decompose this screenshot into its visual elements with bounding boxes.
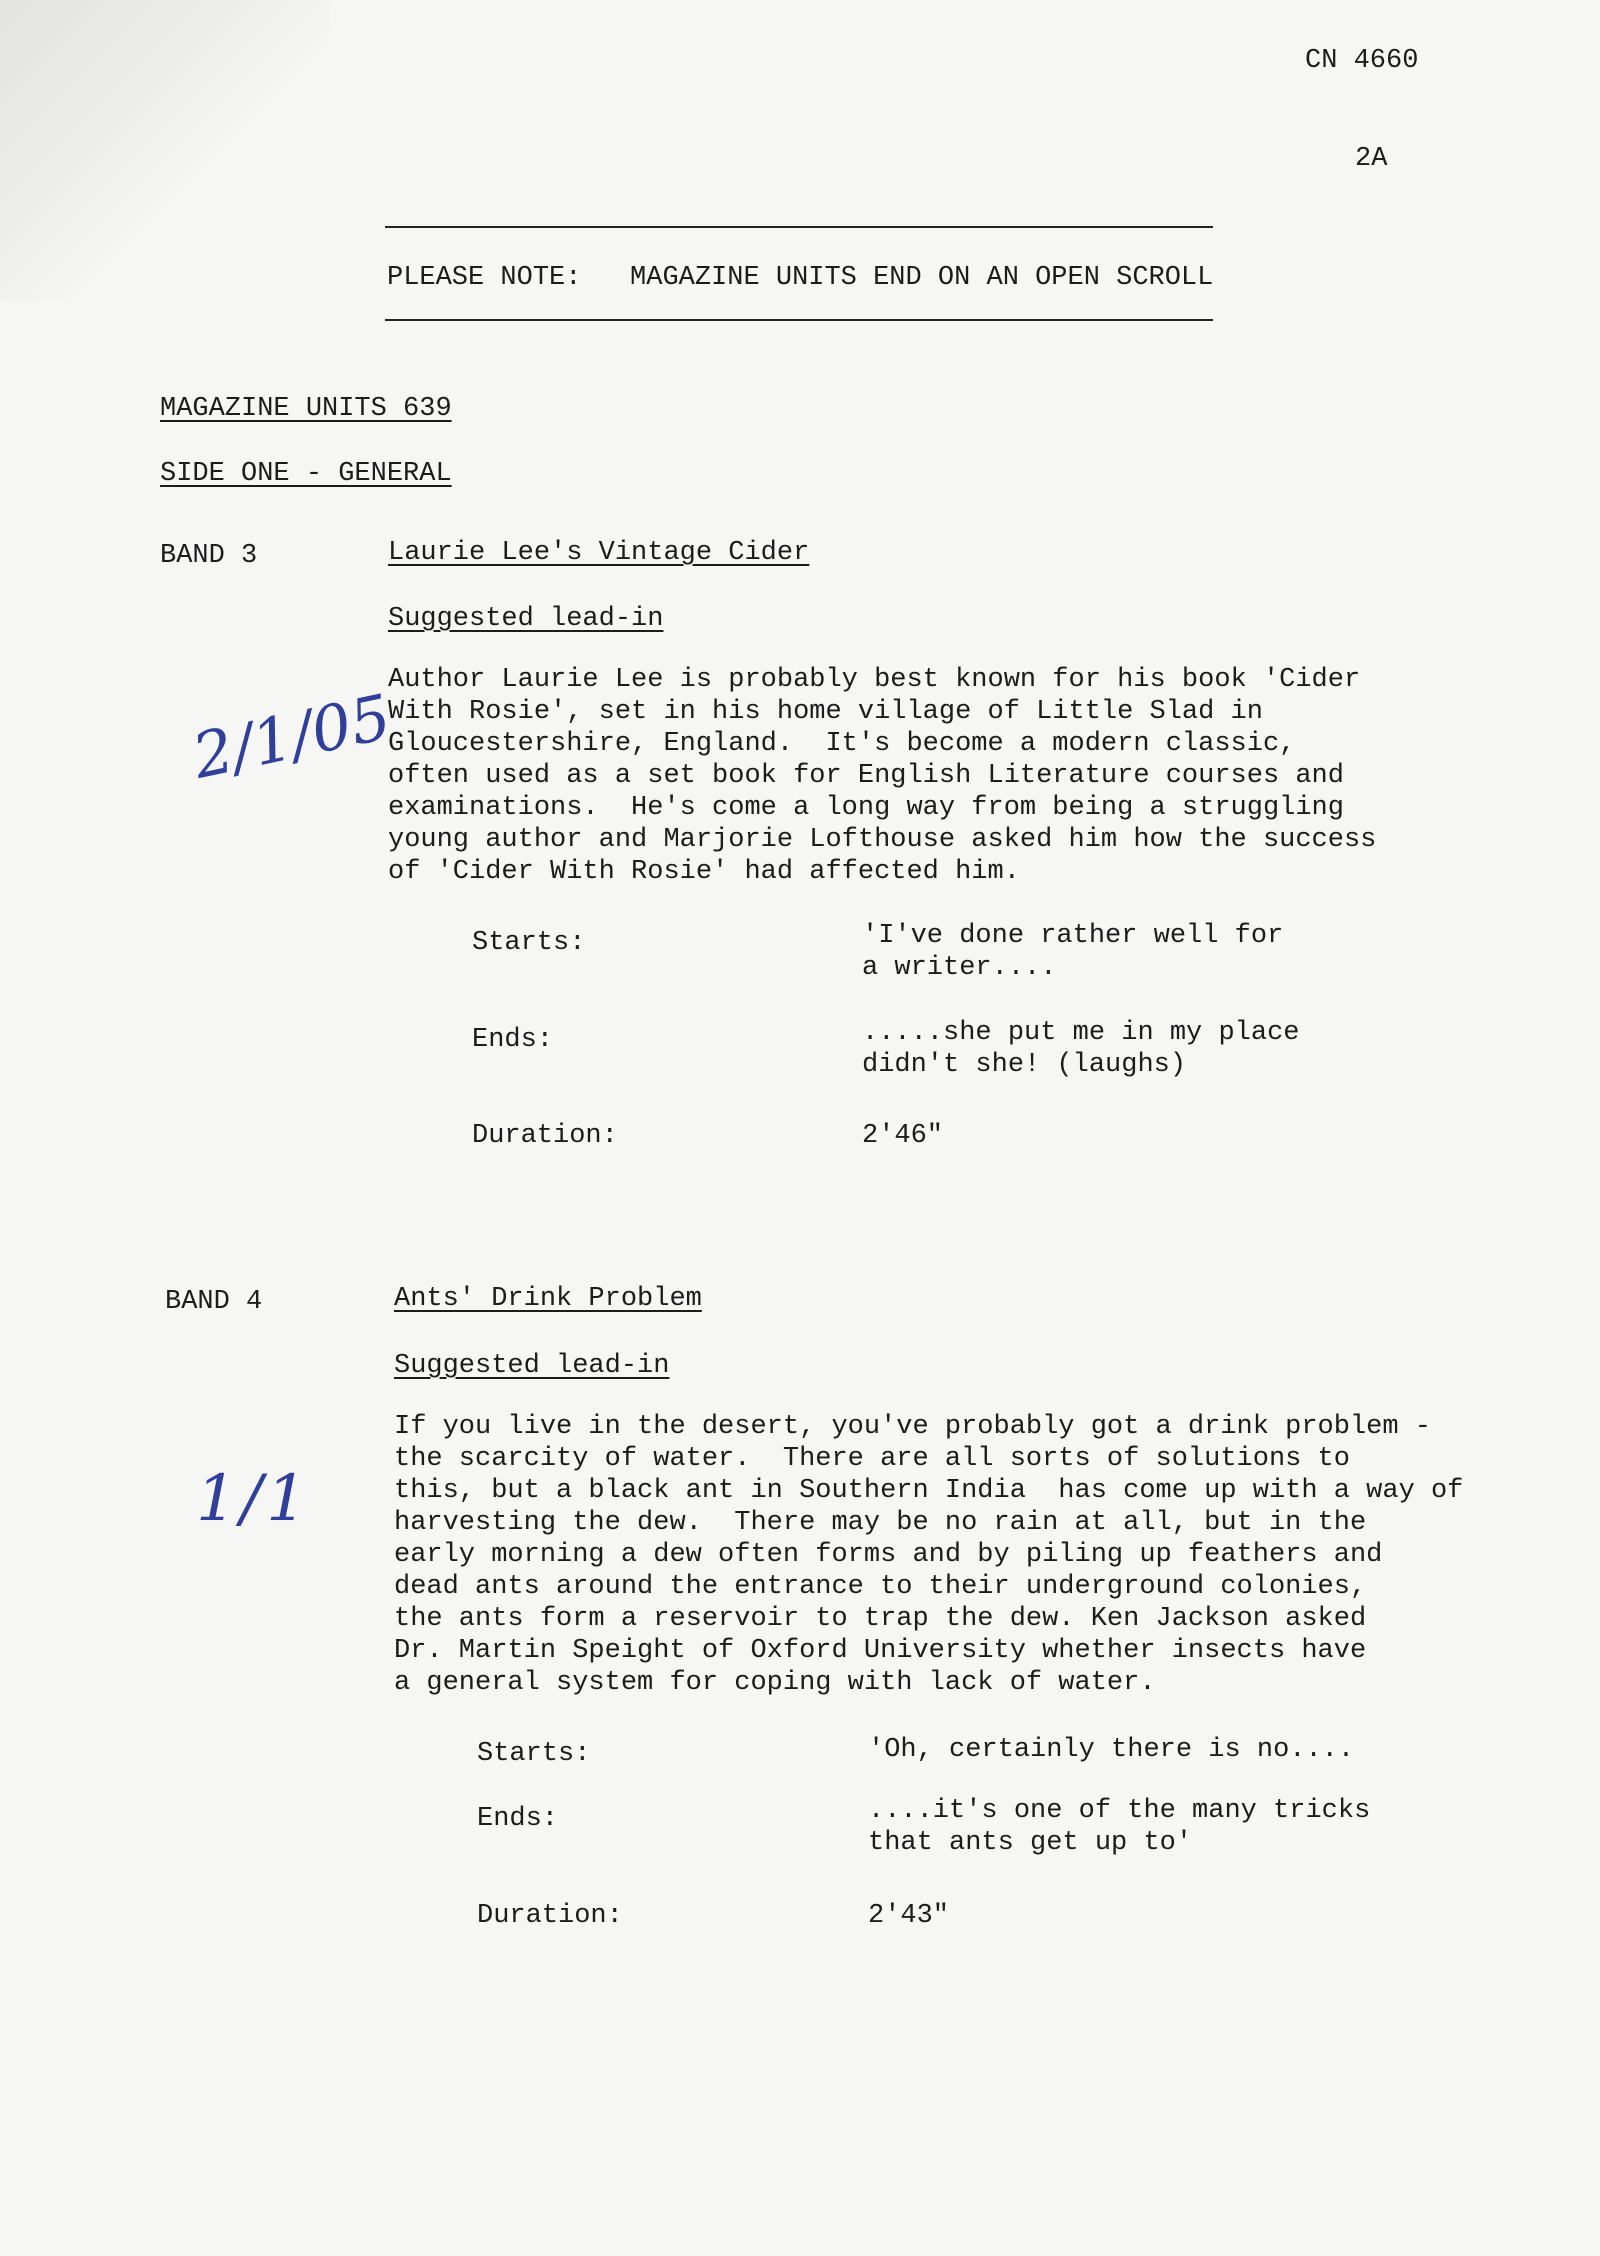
leadin-paragraph <box>388 664 1376 888</box>
band-title: Laurie Lee's Vintage Cider <box>388 538 810 568</box>
band-title: Ants' Drink Problem <box>394 1284 702 1314</box>
starts-label: Starts: <box>477 1739 591 1769</box>
leadin-line: the scarcity of water. There are all sorts of solutions to <box>394 1444 1350 1474</box>
starts-cue <box>862 920 1283 984</box>
leadin-line: Dr. Martin Speight of Oxford University whether insects have <box>394 1636 1367 1666</box>
leadin-line: early morning a dew often forms and by piling up feathers and <box>394 1540 1383 1570</box>
duration-value: 2'43" <box>868 1901 950 1931</box>
leadin-line: a general system for coping with lack of water. <box>394 1668 1156 1698</box>
leadin-line: of 'Cider With Rosie' had affected him. <box>388 857 1020 887</box>
band-label: BAND 3 <box>160 541 258 571</box>
leadin-line: often used as a set book for English Literature courses and <box>388 761 1344 791</box>
band-label: BAND 4 <box>165 1287 263 1317</box>
leadin-line: examinations. He's come a long way from being a struggling <box>388 793 1344 823</box>
notice-bottom-rule <box>385 319 1213 321</box>
folded-corner <box>0 0 330 300</box>
notice-top-rule <box>385 226 1213 228</box>
leadin-line: Author Laurie Lee is probably best known for his book 'Cider <box>388 665 1361 695</box>
leadin-line: harvesting the dew. There may be no rain at all, but in the <box>394 1508 1367 1538</box>
leadin-line: dead ants around the entrance to their underground colonies, <box>394 1572 1367 1602</box>
handwritten-count-note: 1/1 <box>196 1462 311 1536</box>
duration-value: 2'46" <box>862 1121 944 1151</box>
leadin-paragraph <box>394 1411 1463 1699</box>
doc-reference: CN 4660 <box>1305 46 1419 76</box>
starts-line: 'Oh, certainly there is no.... <box>868 1735 1355 1765</box>
page-number: 2A <box>1355 144 1388 174</box>
leadin-line: If you live in the desert, you've probably got a drink problem - <box>394 1412 1431 1442</box>
section-side: SIDE ONE - GENERAL <box>160 459 452 489</box>
ends-cue <box>868 1795 1370 1859</box>
duration-label: Duration: <box>472 1121 618 1151</box>
ends-line: .....she put me in my place <box>862 1018 1300 1048</box>
starts-line: 'I've done rather well for <box>862 921 1284 951</box>
section-title: MAGAZINE UNITS 639 <box>160 394 452 424</box>
leadin-label: Suggested lead-in <box>388 604 664 634</box>
starts-line: a writer.... <box>862 953 1057 983</box>
ends-label: Ends: <box>477 1804 559 1834</box>
leadin-line: the ants form a reservoir to trap the dew. Ken Jackson asked <box>394 1604 1367 1634</box>
starts-cue <box>868 1734 1354 1766</box>
leadin-label: Suggested lead-in <box>394 1351 670 1381</box>
ends-cue <box>862 1017 1299 1081</box>
handwritten-date-note: 2/1/05 <box>186 680 397 793</box>
leadin-line: Gloucestershire, England. It's become a modern classic, <box>388 729 1296 759</box>
ends-line: didn't she! (laughs) <box>862 1050 1187 1080</box>
ends-line: that ants get up to' <box>868 1828 1193 1858</box>
ends-line: ....it's one of the many tricks <box>868 1796 1371 1826</box>
leadin-line: With Rosie', set in his home village of Little Slad in <box>388 697 1263 727</box>
starts-label: Starts: <box>472 928 586 958</box>
duration-label: Duration: <box>477 1901 623 1931</box>
leadin-line: this, but a black ant in Southern India has come up with a way of <box>394 1476 1464 1506</box>
ends-label: Ends: <box>472 1025 554 1055</box>
notice-text: PLEASE NOTE: MAGAZINE UNITS END ON AN OPEN SCROLL <box>387 263 1214 293</box>
leadin-line: young author and Marjorie Lofthouse asked him how the success <box>388 825 1377 855</box>
